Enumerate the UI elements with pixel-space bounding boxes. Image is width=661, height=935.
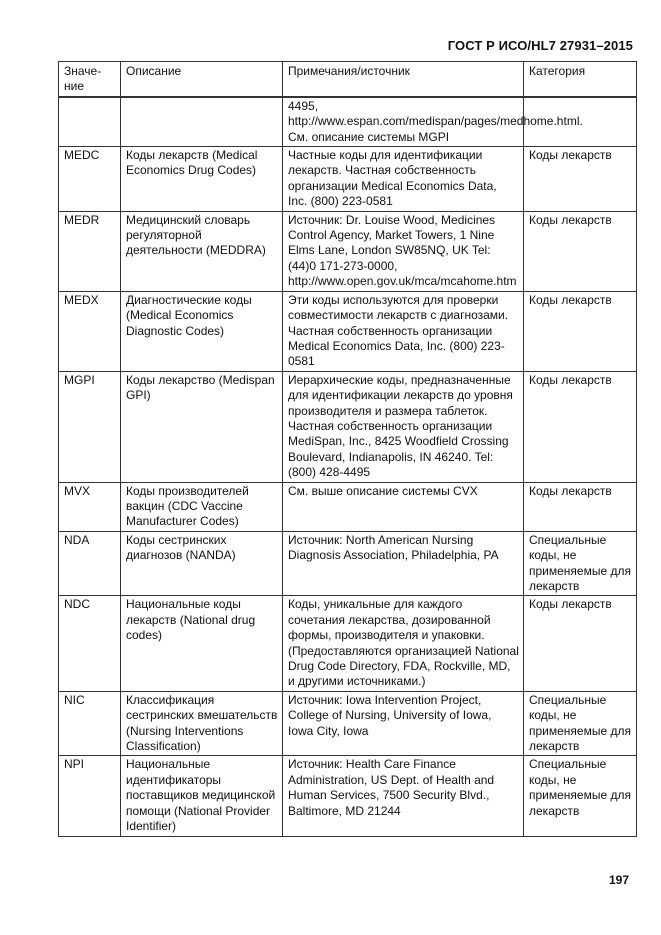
cell-notes: Эти коды используются для проверки совместимости лекарств с диагнозами. Частная собственность организации Medical Economics Data, Inc. (800) 223-0581 [283, 291, 524, 371]
cell-notes: Источник: North American Nursing Diagnosis Association, Philadelphia, PA [283, 531, 524, 596]
cell-notes: Частные коды для идентификации лекарств. Частная собственность организации Medical Economics Data, Inc. (800) 223-0581 [283, 147, 524, 212]
cell-value: MEDX [59, 291, 121, 371]
cell-value: NPI [59, 756, 121, 836]
cell-description: Коды лекарство (Medispan GPI) [121, 371, 283, 482]
cell-category: Коды лекарств [524, 211, 637, 291]
cell-notes: Источник: Iowa Intervention Project, College of Nursing, University of Iowa, Iowa City, Iowa [283, 691, 524, 756]
cell-description: Коды производителей вакцин (CDC Vaccine Manufacturer Codes) [121, 482, 283, 531]
column-header-notes: Примечания/источник [283, 62, 524, 97]
column-header-description: Описание [121, 62, 283, 97]
cell-value: MEDC [59, 147, 121, 212]
table-row [59, 482, 637, 531]
cell-category: Коды лекарств [524, 147, 637, 212]
cell-value: MEDR [59, 211, 121, 291]
table-row [59, 756, 637, 836]
cell-category: Коды лекарств [524, 371, 637, 482]
cell-notes: Иерархические коды, предназначенные для идентификации лекарств до уровня производителя и размера таблеток. Частная собственность организации MediSpan, Inc., 8425 Woodfield Crossing Boulevard, Indianapolis, IN 46240. Tel: (800) 428-4495 [283, 371, 524, 482]
cell-value: MVX [59, 482, 121, 531]
cell-value: NIC [59, 691, 121, 756]
table-row [59, 291, 637, 371]
cell-category: Специальные коды, не применяемые для лекарств [524, 756, 637, 836]
cell-value: NDA [59, 531, 121, 596]
cell-value: NDC [59, 596, 121, 691]
table-header-row [59, 62, 637, 97]
column-header-category: Категория [524, 62, 637, 97]
cell-value [59, 97, 121, 147]
cell-description: Коды сестринских диагнозов (NANDA) [121, 531, 283, 596]
table-row [59, 147, 637, 212]
table-row [59, 531, 637, 596]
page-number: 197 [608, 873, 629, 887]
table-row [59, 596, 637, 691]
cell-description: Национальные идентификаторы поставщиков медицинской помощи (National Provider Identifier) [121, 756, 283, 836]
cell-value: MGPI [59, 371, 121, 482]
cell-category: Коды лекарств [524, 482, 637, 531]
cell-description: Коды лекарств (Medical Economics Drug Codes) [121, 147, 283, 212]
cell-notes: Источник: Health Care Finance Administration, US Dept. of Health and Human Services, 7500 Security Blvd., Baltimore, MD 21244 [283, 756, 524, 836]
cell-notes: Источник: Dr. Louise Wood, Medicines Control Agency, Market Towers, 1 Nine Elms Lane, London SW85NQ, UK Tel: (44)0 171-273-0000, http://www.open.gov.uk/mca/mcahome.htm [283, 211, 524, 291]
cell-notes: 4495, http://www.espan.com/medispan/pages/medhome.html. См. описание системы MGPI [283, 97, 524, 147]
cell-description: Медицинский словарь регуляторной деятельности (MEDDRA) [121, 211, 283, 291]
codes-table [58, 61, 637, 837]
table-row [59, 691, 637, 756]
cell-category: Специальные коды, не применяемые для лекарств [524, 691, 637, 756]
cell-description: Национальные коды лекарств (National drug codes) [121, 596, 283, 691]
column-header-value: Значе-ние [59, 62, 121, 97]
table-body [59, 97, 637, 836]
cell-description [121, 97, 283, 147]
cell-category: Коды лекарств [524, 596, 637, 691]
cell-description: Диагностические коды (Medical Economics Diagnostic Codes) [121, 291, 283, 371]
document-header: ГОСТ Р ИСО/HL7 27931–2015 [447, 38, 633, 53]
cell-description: Классификация сестринских вмешательств (Nursing Interventions Classification) [121, 691, 283, 756]
cell-category: Специальные коды, не применяемые для лекарств [524, 531, 637, 596]
table-row [59, 97, 637, 147]
cell-category: Коды лекарств [524, 291, 637, 371]
cell-notes: Коды, уникальные для каждого сочетания лекарства, дозированной формы, производителя и упаковки. (Предоставляются организацией National Drug Code Directory, FDA, Rockville, MD, и другими источниками.) [283, 596, 524, 691]
cell-notes: См. выше описание системы CVX [283, 482, 524, 531]
table-row [59, 211, 637, 291]
table-row [59, 371, 637, 482]
